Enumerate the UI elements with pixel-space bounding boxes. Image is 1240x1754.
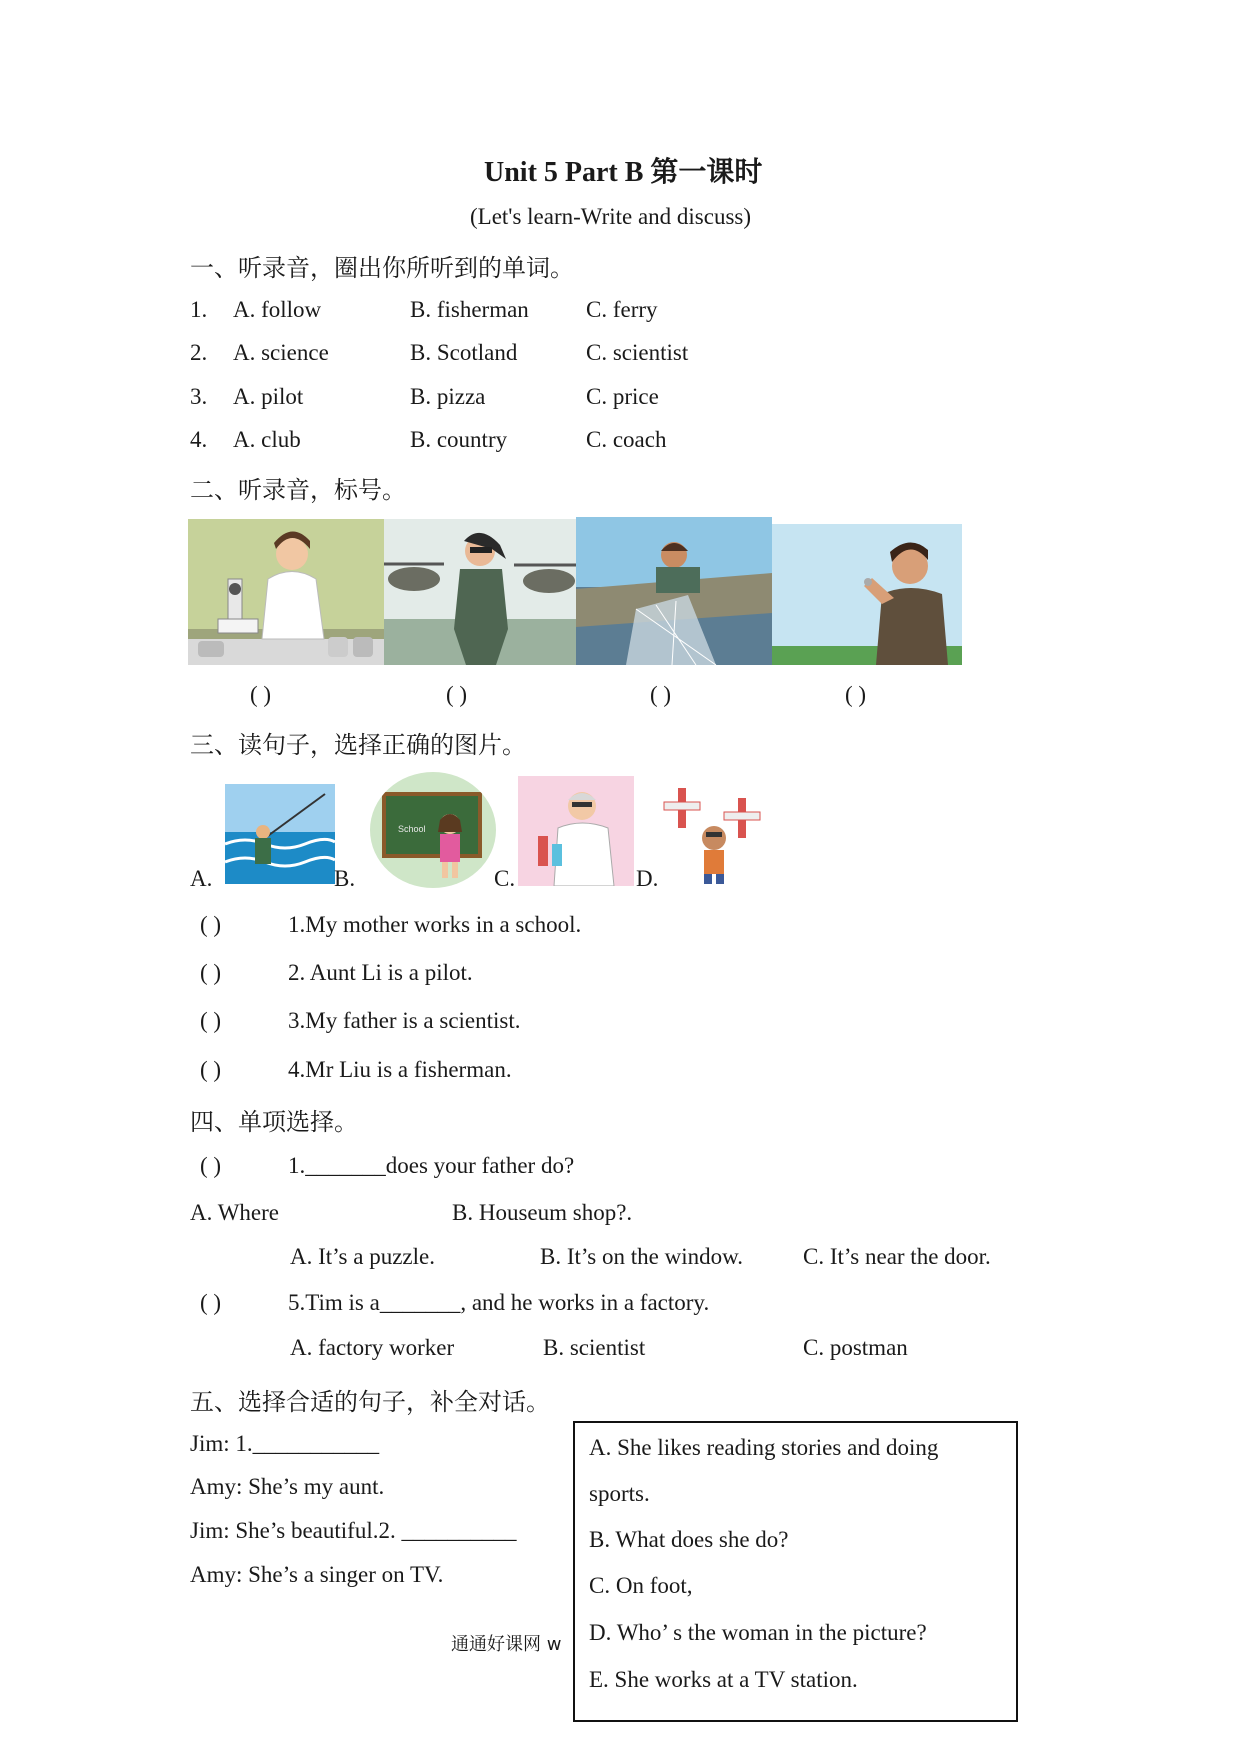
sentence-text: 2. Aunt Li is a pilot. bbox=[288, 960, 473, 985]
teacher-option-picture bbox=[370, 772, 496, 888]
choice-line: C. On foot, bbox=[589, 1573, 693, 1598]
section3-heading: 三、读句子，选择正确的图片。 bbox=[190, 731, 526, 759]
scientist-option-illustration bbox=[518, 776, 634, 886]
fisherman-option-picture bbox=[225, 784, 335, 884]
dialogue-line: Amy: She’s a singer on TV. bbox=[190, 1562, 444, 1587]
option-c: C. coach bbox=[586, 427, 667, 452]
label-bracket[interactable]: ( ) bbox=[250, 682, 272, 707]
pilot-option-picture bbox=[660, 782, 770, 886]
option-label-a: A. bbox=[190, 866, 213, 891]
section1-heading: 一、听录音，圈出你所听到的单词。 bbox=[190, 254, 574, 282]
coach-illustration bbox=[772, 524, 962, 665]
page-subtitle: (Let's learn-Write and discuss) bbox=[470, 204, 752, 229]
option-b: B. pizza bbox=[410, 384, 486, 409]
question-text: 5.Tim is a_______, and he works in a factory. bbox=[288, 1290, 710, 1315]
page-title: Unit 5 Part B 第一课时 bbox=[484, 157, 763, 188]
option-a: A. pilot bbox=[233, 384, 304, 409]
question-text: 1._______does your father do? bbox=[288, 1153, 575, 1178]
footer-text: 通通好课网 w bbox=[451, 1634, 562, 1655]
item-number: 3. bbox=[190, 384, 208, 409]
fisherman-option-illustration bbox=[225, 784, 335, 884]
option-a: A. club bbox=[233, 427, 301, 452]
coach-picture bbox=[772, 524, 962, 665]
option-c: C. price bbox=[586, 384, 659, 409]
sentence-text: 1.My mother works in a school. bbox=[288, 912, 582, 937]
answer-bracket[interactable]: ( ) bbox=[200, 1290, 222, 1315]
option-c: C. It’s near the door. bbox=[803, 1244, 991, 1269]
choice-line: A. She likes reading stories and doing bbox=[589, 1435, 939, 1460]
option-b: B. fisherman bbox=[410, 297, 529, 322]
label-bracket[interactable]: ( ) bbox=[650, 682, 672, 707]
option-b: B. scientist bbox=[543, 1335, 646, 1360]
choice-line: sports. bbox=[589, 1481, 650, 1506]
option-a: A. factory worker bbox=[290, 1335, 455, 1360]
pilot-picture bbox=[384, 519, 576, 665]
choice-line: E. She works at a TV station. bbox=[589, 1667, 858, 1692]
fisherman-illustration bbox=[576, 517, 772, 665]
dialogue-line: Jim: She’s beautiful.2. __________ bbox=[190, 1518, 517, 1543]
option-c: C. postman bbox=[803, 1335, 908, 1360]
item-number: 2. bbox=[190, 340, 208, 365]
option-a: A. follow bbox=[233, 297, 322, 322]
pilot-option-illustration bbox=[660, 782, 770, 886]
option-b: B. Houseum shop?. bbox=[452, 1200, 633, 1225]
option-a: A. science bbox=[233, 340, 329, 365]
option-label-c: C. bbox=[494, 866, 516, 891]
item-number: 1. bbox=[190, 297, 208, 322]
label-bracket[interactable]: ( ) bbox=[446, 682, 468, 707]
answer-bracket[interactable]: ( ) bbox=[200, 1057, 222, 1082]
sentence-text: 4.Mr Liu is a fisherman. bbox=[288, 1057, 512, 1082]
option-b: B. country bbox=[410, 427, 508, 452]
option-a: A. Where bbox=[190, 1200, 279, 1225]
scientist-option-picture bbox=[518, 776, 634, 886]
option-c: C. ferry bbox=[586, 297, 658, 322]
board-text: School bbox=[398, 824, 426, 834]
scientist-illustration bbox=[188, 519, 384, 665]
scientist-picture bbox=[188, 519, 384, 665]
answer-bracket[interactable]: ( ) bbox=[200, 960, 222, 985]
sentence-text: 3.My father is a scientist. bbox=[288, 1008, 521, 1033]
section2-heading: 二、听录音，标号。 bbox=[190, 476, 406, 504]
answer-choices-box bbox=[573, 1421, 1018, 1722]
option-label-d: D. bbox=[636, 866, 659, 891]
option-b: B. It’s on the window. bbox=[540, 1244, 743, 1269]
label-bracket[interactable]: ( ) bbox=[845, 682, 867, 707]
section4-heading: 四、单项选择。 bbox=[190, 1108, 358, 1136]
teacher-option-illustration bbox=[370, 772, 496, 888]
dialogue-line: Amy: She’s my aunt. bbox=[190, 1474, 385, 1499]
answer-bracket[interactable]: ( ) bbox=[200, 1153, 222, 1178]
option-a: A. It’s a puzzle. bbox=[290, 1244, 435, 1269]
choice-line: B. What does she do? bbox=[589, 1527, 789, 1552]
choice-line: D. Who’ s the woman in the picture? bbox=[589, 1620, 927, 1645]
dialogue-line: Jim: 1.___________ bbox=[190, 1431, 380, 1456]
pilot-illustration bbox=[384, 519, 576, 665]
fisherman-picture bbox=[576, 517, 772, 665]
item-number: 4. bbox=[190, 427, 208, 452]
section5-heading: 五、选择合适的句子，补全对话。 bbox=[190, 1388, 550, 1416]
answer-bracket[interactable]: ( ) bbox=[200, 1008, 222, 1033]
option-c: C. scientist bbox=[586, 340, 689, 365]
answer-bracket[interactable]: ( ) bbox=[200, 912, 222, 937]
option-label-b: B. bbox=[334, 866, 356, 891]
option-b: B. Scotland bbox=[410, 340, 518, 365]
